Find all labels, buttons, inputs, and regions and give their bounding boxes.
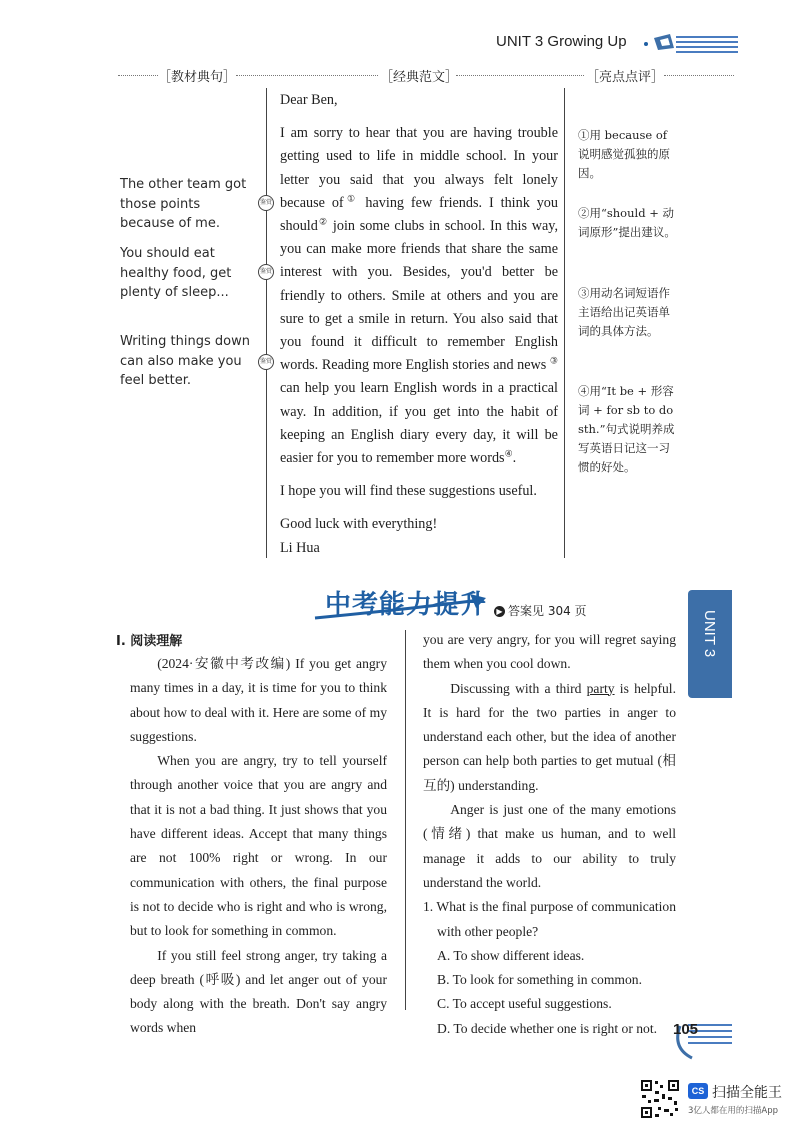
option-c[interactable]: C. To accept useful suggestions. xyxy=(437,996,612,1012)
reading-paragraph: If you still feel strong anger, try taking a deep breath (呼吸) and let anger out of your body along with the breath. Don't say angry words when xyxy=(130,947,387,1036)
section-label-model: ［经典范文］ xyxy=(380,70,459,85)
appreciation-badge: 鉴赏 xyxy=(258,354,274,370)
letter-closing-line: I hope you will find these suggestions useful. xyxy=(280,483,537,500)
dotted-rule xyxy=(664,75,734,76)
header-decoration xyxy=(640,30,740,54)
textbook-phrase: You should eat healthy food, get plenty of sleep... xyxy=(120,246,232,300)
appreciation-badge: 鉴赏 xyxy=(258,195,274,211)
option-b[interactable]: B. To look for something in common. xyxy=(437,972,642,988)
textbook-phrase: Writing things down can also make you feel better. xyxy=(120,334,250,388)
section-label-textbook: ［教材典句］ xyxy=(158,70,237,85)
unit-header-title: UNIT 3 Growing Up xyxy=(496,33,627,50)
highlight-note: ②用“should + 动词原形”提出建议。 xyxy=(578,206,676,239)
camscanner-logo: CS xyxy=(688,1083,708,1099)
highlight-note: ③用动名词短语作主语给出记英语单词的具体方法。 xyxy=(578,286,670,338)
column-divider xyxy=(405,630,406,1010)
page-number: 105 xyxy=(673,1021,699,1038)
marker-2: ② xyxy=(317,216,329,227)
play-icon: ▶ xyxy=(494,606,505,617)
answer-reference: ▶ 答案见 304 页 xyxy=(494,602,587,619)
app-name: 扫描全能王 xyxy=(712,1085,782,1101)
reading-left-column xyxy=(130,652,387,1041)
letter-greeting: Dear Ben, xyxy=(280,92,338,108)
option-a[interactable]: A. To show different ideas. xyxy=(437,947,585,963)
reading-paragraph: Anger is just one of the many emotions (情绪) that make us human, and to well manage it adds to our ability to truly understand the world. xyxy=(423,802,676,890)
option-d[interactable]: D. To decide whether one is right or not. xyxy=(437,1020,658,1036)
reading-paragraph: you are very angry, for you will regret saying them when you cool down. xyxy=(423,632,676,672)
reading-paragraph: (2024·安徽中考改编) If you get angry many times in a day, it is time for you to think about how to deal with it. Here are some of my suggestions. xyxy=(130,656,387,744)
reading-heading: Ⅰ. 阅读理解 xyxy=(116,634,183,649)
letter-closing: Good luck with everything! xyxy=(280,516,438,533)
dotted-rule xyxy=(118,75,158,76)
reading-paragraph: Discussing with a third party is helpful. It is hard for the two parties in anger to understand each other, but the idea of another person can help both parties to get mutual (相互的) understanding. xyxy=(423,680,676,793)
column-divider xyxy=(564,88,565,558)
textbook-phrase: The other team got those points because of me. xyxy=(120,177,247,231)
reading-paragraph: When you are angry, try to tell yourself through another voice that you are angry and that it is not a bad thing. It just shows that you have different ideas. Accept that many things are not 100% right or wrong. In our communication with others, the final purpose is not to decide who is right and who is wrong, but to look for something in common. xyxy=(130,753,387,939)
marker-3: ③ xyxy=(549,355,558,366)
dotted-rule xyxy=(236,75,378,76)
question: 1. What is the final purpose of communication with other people? xyxy=(423,899,676,939)
reading-right-column xyxy=(423,628,676,1041)
marker-4: ④ xyxy=(504,448,513,459)
unit-side-tab: UNIT 3 xyxy=(688,590,732,698)
qr-code-icon xyxy=(640,1079,680,1119)
appreciation-badge: 鉴赏 xyxy=(258,264,274,280)
section-label-highlights: ［亮点点评］ xyxy=(586,70,665,85)
column-divider xyxy=(266,88,267,558)
letter-signature: Li Hua xyxy=(280,539,320,556)
marker-1: ① xyxy=(343,193,359,204)
dotted-rule xyxy=(456,75,584,76)
app-tagline: 3亿人都在用的扫描App xyxy=(688,1106,779,1116)
highlight-note: ①用 because of 说明感觉孤独的原因。 xyxy=(578,128,670,180)
banner-title: 中考能力提升 xyxy=(325,590,488,620)
highlight-note: ④用“It be + 形容词 + for sb to do sth.”句式说明养成写英语日记这一习惯的好处。 xyxy=(578,384,675,474)
model-letter xyxy=(280,89,558,560)
letter-body: I am sorry to hear that you are having trouble getting used to life in middle school. In your letter you said that you always felt lonely because of① having few friends. I think you should② join some clubs in school. In this way, you can make more friends that share the same interest with you. Besides, you'd better be friendly to others. Smile at others and you are sure to get a smile in return. You also said that you found it difficult to remember English words. Reading more English stories and news ③ can help you learn English words in a practical way. In addition, if you get into the habit of keeping an English diary every day, it will be easier for you to remember more words④. xyxy=(280,125,558,467)
